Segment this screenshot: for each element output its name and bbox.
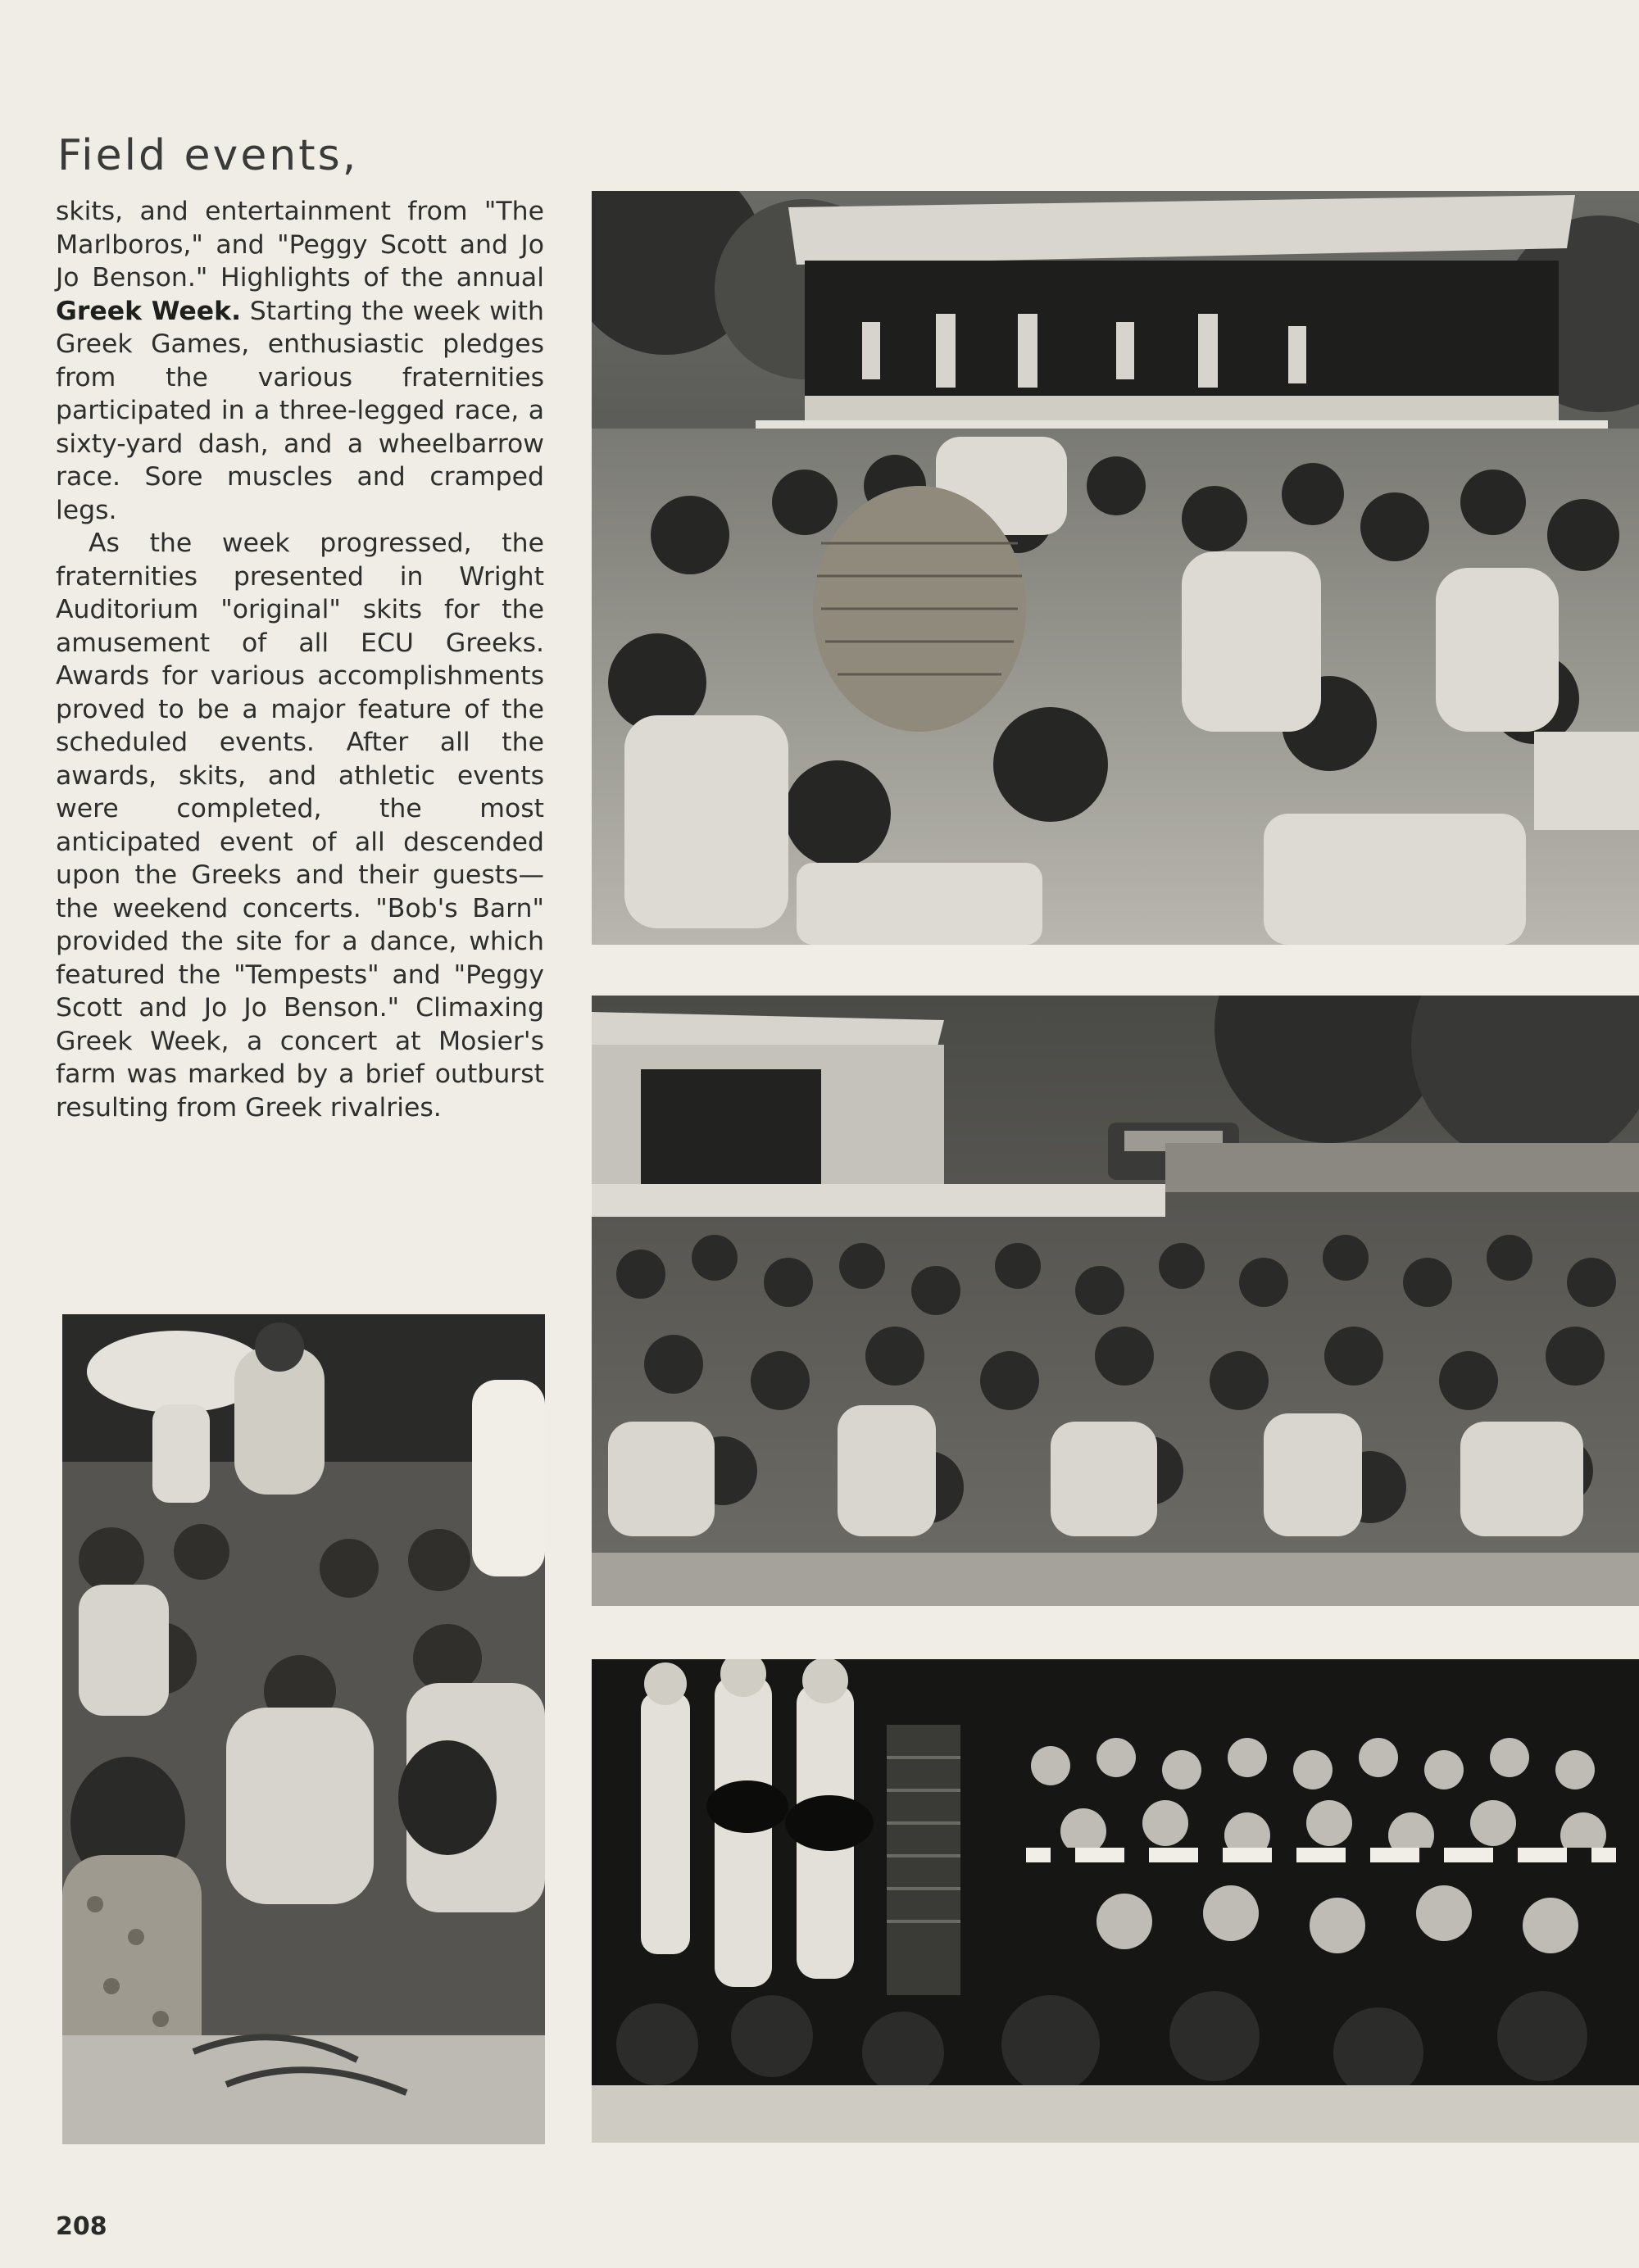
page-title: Field events, [57, 131, 359, 180]
paragraph-1-intro: skits, and entertainment from "The Marlboros," and "Peggy Scott and Jo Jo Benson." Highlights of the annual [56, 197, 544, 293]
article-body [56, 195, 544, 1124]
paragraph-1-rest: Starting the week with Greek Games, enthusiastic pledges from the various fraternities participated in a three-legged race, a sixty-yard dash, and a wheelbarrow race. Sore muscles and cramped legs. [56, 296, 544, 525]
page-number: 208 [56, 2212, 107, 2241]
stage-crowd-photo [592, 191, 1639, 945]
picnic-crowd-photo [62, 1314, 545, 2144]
paragraph-1 [56, 195, 544, 527]
paragraph-1-bold: Greek Week. [56, 296, 242, 326]
night-concert-photo [592, 1659, 1639, 2143]
paragraph-2: As the week progressed, the fraternities presented in Wright Auditorium "original" skits for the amusement of all ECU Greeks. Awards for various accomplishments proved to be a major feature of the scheduled events. After all the awards, skits, and athletic events were completed, the most anticipated event of all descended upon the Greeks and their guests—the weekend concerts. "Bob's Barn" provided the site for a dance, which featured the "Tempests" and "Peggy Scott and Jo Jo Benson." Climaxing Greek Week, a concert at Mosier's farm was marked by a brief outburst resulting from Greek rivalries. [56, 528, 544, 1123]
concert-lawn-photo [592, 996, 1639, 1606]
